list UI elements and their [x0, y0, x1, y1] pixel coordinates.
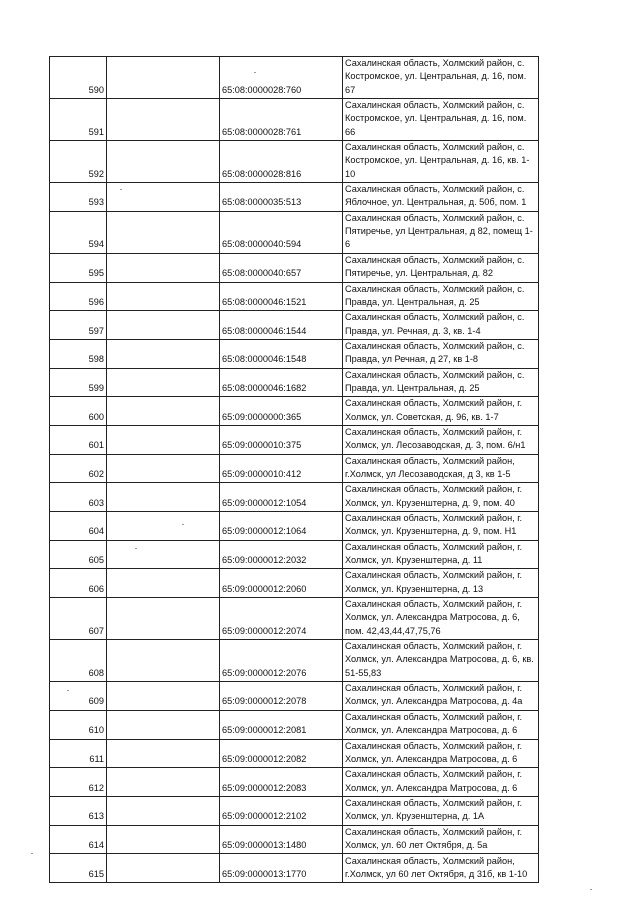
- address: Сахалинская область, Холмский район, г. Холмск, ул. Александра Матросова, д. 6, кв. 51-55,83: [343, 640, 539, 682]
- empty-cell: [107, 253, 220, 282]
- cadastral-number: 65:09:0000012:2074: [220, 598, 343, 640]
- address: Сахалинская область, Холмский район, г.Холмск, ул 60 лет Октября, д 31б, кв 1-10: [343, 854, 539, 883]
- row-number: 604: [50, 512, 107, 541]
- table-row: [50, 483, 539, 512]
- cadastral-number: 65:09:0000012:1054: [220, 483, 343, 512]
- table-row: [50, 512, 539, 541]
- address: Сахалинская область, Холмский район, г. Холмск, ул. Александра Матросова, д. 6: [343, 768, 539, 797]
- empty-cell: [107, 368, 220, 397]
- row-number: 612: [50, 768, 107, 797]
- row-number: 614: [50, 825, 107, 854]
- cadastral-number: 65:09:0000000:365: [220, 397, 343, 426]
- empty-cell: [107, 640, 220, 682]
- table-row: [50, 825, 539, 854]
- empty-cell: [107, 796, 220, 825]
- empty-cell: [107, 682, 220, 711]
- cadastral-number: 65:09:0000012:2032: [220, 540, 343, 569]
- address: Сахалинская область, Холмский район, г. Холмск, ул. Александра Матросова, д. 4а: [343, 682, 539, 711]
- cadastral-number: 65:09:0000012:2060: [220, 569, 343, 598]
- address: Сахалинская область, Холмский район, г. Холмск, ул. Александра Матросова, д. 6: [343, 710, 539, 739]
- scan-speck: [31, 853, 33, 854]
- row-number: 606: [50, 569, 107, 598]
- table-row: [50, 739, 539, 768]
- cadastral-number: 65:08:0000028:760: [220, 57, 343, 99]
- table-row: [50, 397, 539, 426]
- table-row: [50, 339, 539, 368]
- table-row: [50, 183, 539, 212]
- address: Сахалинская область, Холмский район, с. Правда, ул. Центральная, д. 25: [343, 282, 539, 311]
- cadastral-number: 65:09:0000012:2076: [220, 640, 343, 682]
- row-number: 602: [50, 454, 107, 483]
- empty-cell: [107, 598, 220, 640]
- row-number: 605: [50, 540, 107, 569]
- row-number: 590: [50, 57, 107, 99]
- cadastral-number: 65:09:0000013:1480: [220, 825, 343, 854]
- row-number: 592: [50, 141, 107, 183]
- cadastral-number: 65:09:0000012:2083: [220, 768, 343, 797]
- table-row: [50, 211, 539, 253]
- row-number: 593: [50, 183, 107, 212]
- table-row: [50, 796, 539, 825]
- address: Сахалинская область, Холмский район, с. Пятиречье, ул. Центральная, д. 82: [343, 253, 539, 282]
- row-number: 595: [50, 253, 107, 282]
- address: Сахалинская область, Холмский район, г. Холмск, ул. Крузенштерна, д. 9, пом. 40: [343, 483, 539, 512]
- row-number: 597: [50, 311, 107, 340]
- empty-cell: [107, 710, 220, 739]
- row-number: 591: [50, 99, 107, 141]
- cadastral-number: 65:09:0000012:2082: [220, 739, 343, 768]
- cadastral-number: 65:08:0000046:1544: [220, 311, 343, 340]
- cadastral-number: 65:08:0000040:594: [220, 211, 343, 253]
- empty-cell: [107, 454, 220, 483]
- cadastral-number: 65:08:0000046:1682: [220, 368, 343, 397]
- table-row: [50, 282, 539, 311]
- address: Сахалинская область, Холмский район, г. Холмск, ул. 60 лет Октября, д. 5а: [343, 825, 539, 854]
- empty-cell: [107, 483, 220, 512]
- address: Сахалинская область, Холмский район, г. Холмск, ул. Лесозаводская, д. 3, пом. 6/н1: [343, 425, 539, 454]
- scan-speck: [254, 72, 256, 73]
- cadastral-number: 65:09:0000012:2078: [220, 682, 343, 711]
- empty-cell: [107, 569, 220, 598]
- row-number: 600: [50, 397, 107, 426]
- empty-cell: [107, 739, 220, 768]
- table-row: [50, 425, 539, 454]
- address: Сахалинская область, Холмский район, г. Холмск, ул. Крузенштерна, д. 9, пом. Н1: [343, 512, 539, 541]
- cadastral-number: 65:09:0000010:375: [220, 425, 343, 454]
- row-number: 599: [50, 368, 107, 397]
- row-number: 615: [50, 854, 107, 883]
- property-register-table: [49, 56, 539, 883]
- empty-cell: [107, 211, 220, 253]
- table-row: [50, 253, 539, 282]
- cadastral-number: 65:08:0000028:816: [220, 141, 343, 183]
- scan-speck: [590, 889, 592, 890]
- address: Сахалинская область, Холмский район, с. Правда, ул. Речная, д. 3, кв. 1-4: [343, 311, 539, 340]
- address: Сахалинская область, Холмский район, г. Холмск, ул. Советская, д. 96, кв. 1-7: [343, 397, 539, 426]
- address: Сахалинская область, Холмский район, с. Правда, ул Речная, д 27, кв 1-8: [343, 339, 539, 368]
- address: Сахалинская область, Холмский район, с. Пятиречье, ул Центральная, д 82, помещ 1-6: [343, 211, 539, 253]
- address: Сахалинская область, Холмский район, с. Костромское, ул. Центральная, д. 16, кв. 1-10: [343, 141, 539, 183]
- row-number: 611: [50, 739, 107, 768]
- table-row: [50, 57, 539, 99]
- empty-cell: [107, 282, 220, 311]
- empty-cell: [107, 99, 220, 141]
- table-row: [50, 854, 539, 883]
- table-row: [50, 311, 539, 340]
- row-number: 598: [50, 339, 107, 368]
- table-body: [50, 57, 539, 883]
- table-row: [50, 768, 539, 797]
- row-number: 609: [50, 682, 107, 711]
- cadastral-number: 65:08:0000035:513: [220, 183, 343, 212]
- scan-speck: [182, 524, 184, 525]
- table-row: [50, 569, 539, 598]
- address: Сахалинская область, Холмский район, с. Правда, ул. Центральная, д. 25: [343, 368, 539, 397]
- row-number: 610: [50, 710, 107, 739]
- table-row: [50, 540, 539, 569]
- empty-cell: [107, 397, 220, 426]
- empty-cell: [107, 339, 220, 368]
- empty-cell: [107, 57, 220, 99]
- empty-cell: [107, 183, 220, 212]
- address: Сахалинская область, Холмский район, г. Холмск, ул. Александра Матросова, д. 6: [343, 739, 539, 768]
- table-row: [50, 682, 539, 711]
- row-number: 613: [50, 796, 107, 825]
- empty-cell: [107, 540, 220, 569]
- empty-cell: [107, 825, 220, 854]
- row-number: 607: [50, 598, 107, 640]
- table-row: [50, 710, 539, 739]
- empty-cell: [107, 512, 220, 541]
- table-row: [50, 368, 539, 397]
- scan-speck: [120, 189, 122, 190]
- cadastral-number: 65:08:0000040:657: [220, 253, 343, 282]
- empty-cell: [107, 311, 220, 340]
- address: Сахалинская область, Холмский район, с. Костромское, ул. Центральная, д. 16, пом. 67: [343, 57, 539, 99]
- address: Сахалинская область, Холмский район, г. Холмск, ул. Крузенштерна, д. 13: [343, 569, 539, 598]
- address: Сахалинская область, Холмский район, г.Холмск, ул Лесозаводская, д 3, кв 1-5: [343, 454, 539, 483]
- cadastral-number: 65:08:0000046:1521: [220, 282, 343, 311]
- address: Сахалинская область, Холмский район, г. Холмск, ул. Крузенштерна, д. 1А: [343, 796, 539, 825]
- cadastral-number: 65:09:0000012:2081: [220, 710, 343, 739]
- cadastral-number: 65:09:0000012:2102: [220, 796, 343, 825]
- empty-cell: [107, 425, 220, 454]
- table-row: [50, 99, 539, 141]
- row-number: 603: [50, 483, 107, 512]
- cadastral-number: 65:08:0000046:1548: [220, 339, 343, 368]
- scan-speck: [67, 690, 69, 691]
- table-row: [50, 598, 539, 640]
- address: Сахалинская область, Холмский район, с. Костромское, ул. Центральная, д. 16, пом. 66: [343, 99, 539, 141]
- cadastral-number: 65:09:0000010:412: [220, 454, 343, 483]
- address: Сахалинская область, Холмский район, г. Холмск, ул. Александра Матросова, д. 6, пом. 42,43,44,47,75,76: [343, 598, 539, 640]
- scan-speck: [135, 548, 137, 549]
- address: Сахалинская область, Холмский район, г. Холмск, ул. Крузенштерна, д. 11: [343, 540, 539, 569]
- table-row: [50, 640, 539, 682]
- table-row: [50, 141, 539, 183]
- cadastral-number: 65:09:0000012:1064: [220, 512, 343, 541]
- cadastral-number: 65:09:0000013:1770: [220, 854, 343, 883]
- address: Сахалинская область, Холмский район, с. Яблочное, ул. Центральная, д. 50б, пом. 1: [343, 183, 539, 212]
- row-number: 594: [50, 211, 107, 253]
- row-number: 601: [50, 425, 107, 454]
- empty-cell: [107, 854, 220, 883]
- table-row: [50, 454, 539, 483]
- empty-cell: [107, 768, 220, 797]
- row-number: 596: [50, 282, 107, 311]
- row-number: 608: [50, 640, 107, 682]
- empty-cell: [107, 141, 220, 183]
- cadastral-number: 65:08:0000028:761: [220, 99, 343, 141]
